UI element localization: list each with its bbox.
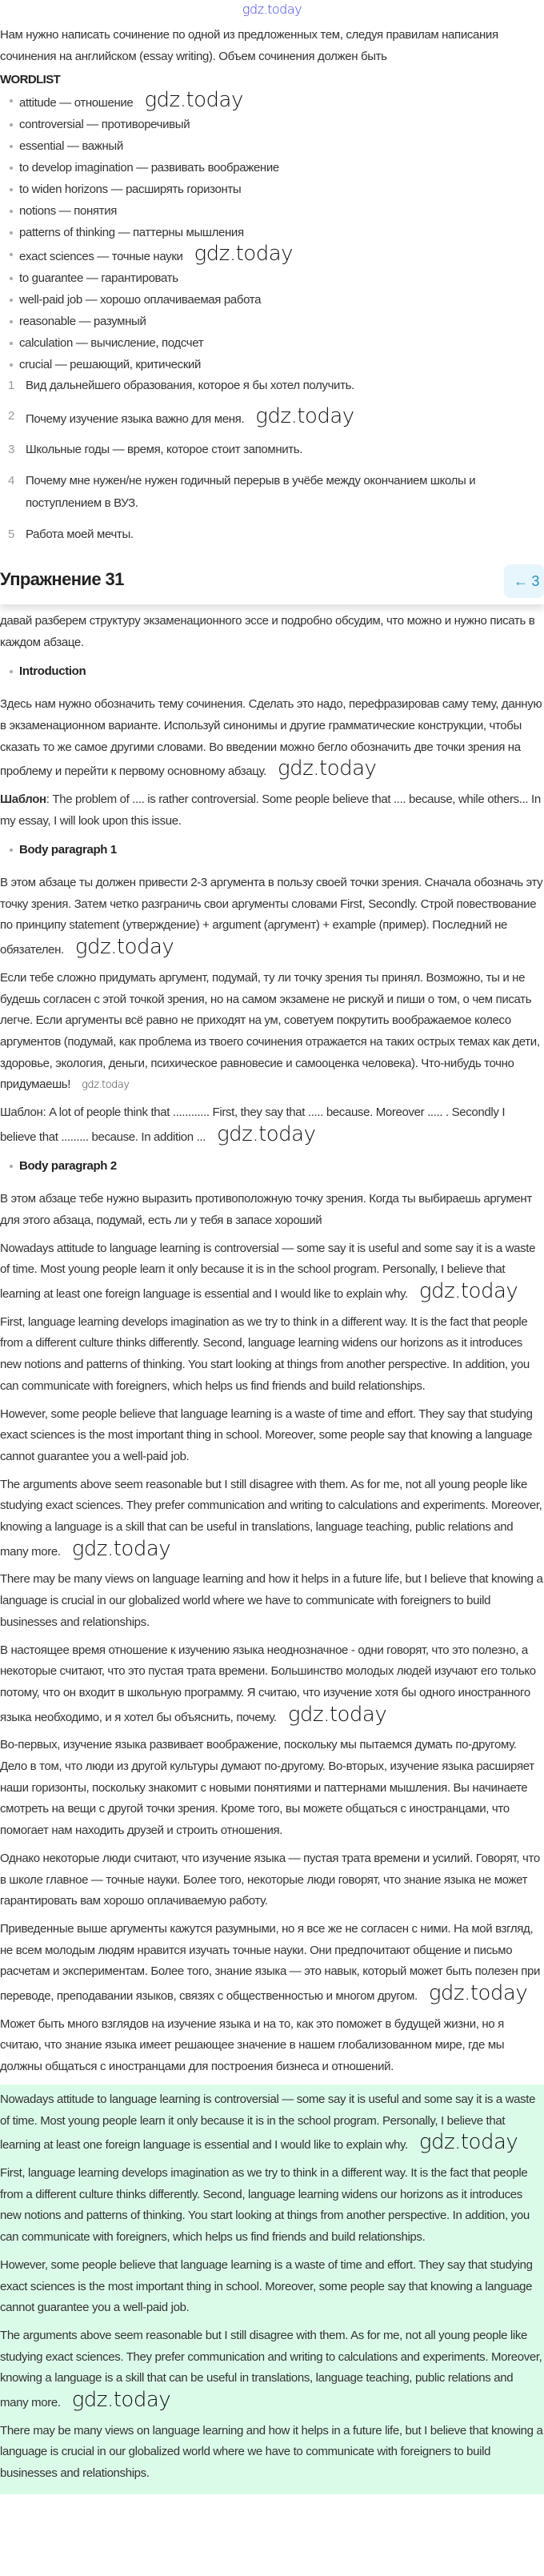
topic-text: Почему изучение языка важно для меня. — [26, 412, 245, 426]
essay-paragraph — [0, 1919, 544, 2008]
wordlist-item: notions — понятия — [0, 200, 544, 222]
introduction-text-body: Здесь нам нужно обозначить тему сочинения. Сделать это надо, перефразировав саму тему, данную в экзаменационном варианте. Используй синонимы и другие грамматические конструкции, чтобы сказать то же самое другими словами. Во введении можно бегло обозначить две точки зрения на проблему и перейти к первому основному абзацу. — [0, 697, 542, 779]
wordlist-item-text: attitude — отношение — [19, 96, 134, 110]
wordlist-item: well-paid job — хорошо оплачиваемая работа — [0, 289, 544, 311]
topic-item — [0, 375, 544, 396]
topic-item — [0, 524, 544, 545]
watermark: gdz.today — [277, 756, 377, 781]
essay-paragraph-text: В настоящее время отношение к изучению языка неоднозначное - одни говорят, что это полезно, а некоторые считают, что это пустая трата времени. Большинство молодых людей изучают его только потому, что он входит в школьную программу. Я считаю, что изучение хотя бы одного иностранного языка необходимо, и я хотел бы объяснить, почему. — [0, 1643, 536, 1724]
essay-paragraph: First, language learning develops imagination as we try to think in a different way. It is the fact that people from a different culture thinks differently. Second, language learning widens our horizons as it introduces new notions and patterns of thinking. You start looking at things from another perspective. In addition, you can communicate with foreigners, which helps us find friends and build relationships. — [0, 1314, 530, 1393]
topic-item — [0, 439, 544, 460]
essay-paragraph-text: Nowadays attitude to language learning is controversial — some say it is useful and some say it is a waste of time. Most young people learn it only because it is in the school program. Personally, I believe that learning at least one foreign language is essential and I would like to explain why. — [0, 1241, 536, 1301]
essay-paragraph: Однако некоторые люди считают, что изучение языка — пустая трата времени и усилий. Говорят, что в школе главное — точные науки. Более того, некоторые люди говорят, что знание языка не может гарантировать вам хорошо оплачиваемую работу. — [0, 1851, 540, 1908]
topic-list — [0, 375, 544, 545]
body1-template — [0, 1102, 544, 1148]
essay-paragraph: However, some people believe that language learning is a waste of time and effort. They say that studying exact sciences is the most important thing in school. Moreover, some people say that knowing a language cannot guarantee you a well-paid job. — [0, 1406, 533, 1463]
wordlist-item: to guarantee — гарантировать — [0, 267, 544, 289]
body1-hint-body: Если тебе сложно придумать аргумент, подумай, ту ли точку зрения ты принял. Возможно, ты и не будешь согласен с этой точкой зрения, но на самом экзамене не рискуй и пиши о том, о чем писать легче. Если аргументы всё равно не приходят на ум, советуем покрутить воображаемое колесо аргументов (подумай, как проблема из твоего сочинения отражается на таких острых темах как дети, здоровье, экология, деньги, психическое равновесие и самооценка человека). Что-нибудь точно придумаешь! — [0, 970, 540, 1092]
watermark: gdz.today — [418, 2130, 518, 2155]
topic-number: 1 — [8, 379, 14, 392]
essay-paragraph: There may be many views on language learning and how it helps in a future life, but I believe that knowing a language is crucial in our globalized world where we have to communicate with foreigners to build businesses and relationships. — [0, 1572, 543, 1629]
highlighted-essay-english — [0, 2084, 544, 2494]
essay-paragraph: There may be many views on language learning and how it helps in a future life, but I believe that knowing a language is crucial in our globalized world where we have to communicate with foreigners to build businesses and relationships. — [0, 2423, 543, 2481]
topic-text: Работа моей мечты. — [26, 528, 134, 541]
introduction-text — [0, 694, 544, 783]
essay-paragraph-text: The arguments above seem reasonable but I still disagree with them. As for me, not all young people like studying exact sciences. They prefer communication and writing to calculations and experiments. Moreover, knowing a language is a skill that can be useful in translations, language teaching, public relations and many more. — [0, 2328, 542, 2410]
essay-paragraph — [0, 2325, 544, 2414]
body1-hint — [0, 968, 544, 1096]
essay-paragraph — [0, 1475, 544, 1563]
topic-item — [0, 470, 544, 515]
structure-intro: давай разберем структуру экзаменационного эссе и подробно обсудим, что можно и нужно писать в каждом абзаце. — [0, 614, 535, 649]
essay-paragraph — [0, 1238, 544, 1306]
section-heading-body-2: Body paragraph 2 — [0, 1156, 544, 1178]
wordlist-item-text: exact sciences — точные науки — [19, 250, 183, 263]
topic-number: 3 — [8, 443, 14, 456]
section-heading-introduction: Introduction — [0, 661, 544, 683]
wordlist — [0, 90, 544, 375]
topic-number: 5 — [8, 528, 14, 541]
essay-paragraph — [0, 2089, 544, 2157]
watermark-top — [0, 0, 544, 24]
wordlist-item: patterns of thinking — паттерны мышления — [0, 222, 544, 243]
watermark: gdz.today — [194, 242, 294, 266]
body2-text: В этом абзаце тебе нужно выразить противоположную точку зрения. Когда ты выбираешь аргумент для этого абзаца, подумай, есть ли у тебя в запасе хороший — [0, 1192, 532, 1227]
wordlist-item: to develop imagination — развивать воображение — [0, 157, 544, 179]
wordlist-item: essential — важный — [0, 135, 544, 157]
body1-template-body: Шаблон: A lot of people think that ............ First, they say that ..... because. Moreover ..... . Secondly I believe that ......... because. In addition ... — [0, 1105, 506, 1144]
wordlist-item: to widen horizons — расширять горизонты — [0, 179, 544, 200]
essay-paragraph-text: The arguments above seem reasonable but I still disagree with them. As for me, not all young people like studying exact sciences. They prefer communication and writing to calculations and experiments. Moreover, knowing a language is a skill that can be useful in translations, language teaching, public relations and many more. — [0, 1477, 542, 1559]
topic-number: 4 — [8, 474, 14, 488]
essay-paragraph: First, language learning develops imagination as we try to think in a different way. It is the fact that people from a different culture thinks differently. Second, language learning widens our horizons as it introduces new notions and patterns of thinking. You start looking at things from another perspective. In addition, you can communicate with foreigners, which helps us find friends and build relationships. — [0, 2166, 530, 2245]
wordlist-item: controversial — противоречивый — [0, 114, 544, 135]
watermark: gdz.today — [82, 1079, 130, 1092]
section-heading-body-1: Body paragraph 1 — [0, 840, 544, 861]
essay-paragraph: Может быть много взглядов на изучение языка и на то, как это поможет в будущей жизни, но я считаю, что знание языка имеет решающее значение в нашем глобализованном мире, где мы должны общаться с иностранцами для построения бизнеса и отношений. — [0, 2016, 505, 2074]
body1-text — [0, 873, 544, 961]
wordlist-item: reasonable — разумный — [0, 311, 544, 332]
topic-text: Школьные годы — время, которое стоит запомнить. — [26, 443, 303, 456]
watermark: gdz.today — [144, 88, 243, 112]
essay-paragraph: Во-первых, изучение языка развивает воображение, поскольку мы пытаемся думать по-другому. Дело в том, что люди из другой культуры думают по-другому. Во-вторых, изучение языка расширяет наши горизонты, поскольку знакомит с новыми понятиями и паттернами мышления. Вы начинаете смотреть на вещи с другой точки зрения. Кроме того, вы можете общаться с иностранцами, что помогает нам находить друзей и строить отношения. — [0, 1738, 534, 1838]
watermark: gdz.today — [418, 1278, 518, 1303]
wordlist-heading: WORDLIST — [0, 73, 61, 86]
watermark: gdz.today — [71, 1536, 171, 1561]
watermark: gdz.today — [242, 2, 302, 17]
exercise-header — [0, 558, 544, 604]
watermark: gdz.today — [74, 935, 174, 960]
exercise-title: Упражнение 31 — [0, 569, 124, 589]
arrow-left-icon: ← — [514, 573, 528, 589]
exercise-content — [0, 604, 544, 2078]
wordlist-item: calculation — вычисление, подсчет — [0, 332, 544, 354]
topic-text: Почему мне нужен/не нужен годичный перерыв в учёбе между окончанием школы и поступлением в ВУЗ. — [26, 474, 476, 510]
template-label: Шаблон — [0, 792, 46, 806]
task-intro: Нам нужно написать сочинение по одной из предложенных тем, следуя правилам написания сочинения на английском (essay writing). Объем сочинения должен быть — [0, 28, 498, 63]
essay-english — [0, 1238, 544, 1634]
topic-item — [0, 406, 544, 430]
wordlist-item: crucial — решающий, критический — [0, 354, 544, 375]
wordlist-item — [0, 90, 544, 114]
essay-paragraph-text: Приведенные выше аргументы кажутся разумными, но я все же не согласен с ними. На мой взгляд, не всем молодым людям нравится изучать точные науки. Они предпочитают общение и письмо расчетам и экспериментам. Более того, знание языка — это навык, который может быть полезен при переводе, преподавании языков, связях с общественностью и многом другом. — [0, 1921, 541, 2004]
previous-exercise-button[interactable] — [504, 564, 544, 598]
template-text: : The problem of .... is rather controversial. Some people believe that .... because, while others... In my essay, I will look upon this issue. — [0, 792, 541, 828]
body1-text-body: В этом абзаце ты должен привести 2-3 аргумента в пользу своей точки зрения. Сначала обозначь эту точку зрения. Затем четко разграничь свои аргументы словами First, Secondly. Строй повествование по принципу statement (утверждение) + argument (аргумент) + example (пример). Последний не обязателен. — [0, 876, 543, 957]
essay-paragraph — [0, 1640, 544, 1729]
watermark: gdz.today — [71, 2388, 171, 2413]
watermark: gdz.today — [217, 1121, 316, 1146]
watermark: gdz.today — [428, 1981, 528, 2006]
essay-russian — [0, 1640, 544, 2078]
wordlist-item — [0, 243, 544, 267]
watermark: gdz.today — [255, 404, 354, 428]
watermark: gdz.today — [287, 1702, 387, 1727]
introduction-template — [0, 789, 544, 832]
previous-exercise-label: 3 — [531, 573, 539, 589]
topic-number: 2 — [8, 409, 14, 423]
essay-paragraph: However, some people believe that language learning is a waste of time and effort. They say that studying exact sciences is the most important thing in school. Moreover, some people say that knowing a language cannot guarantee you a well-paid job. — [0, 2257, 533, 2315]
topic-text: Вид дальнейшего образования, которое я бы хотел получить. — [26, 379, 354, 392]
essay-paragraph-text: Nowadays attitude to language learning is controversial — some say it is useful and some say it is a waste of time. Most young people learn it only because it is in the school program. Personally, I believe that learning at least one foreign language is essential and I would like to explain why. — [0, 2092, 536, 2153]
